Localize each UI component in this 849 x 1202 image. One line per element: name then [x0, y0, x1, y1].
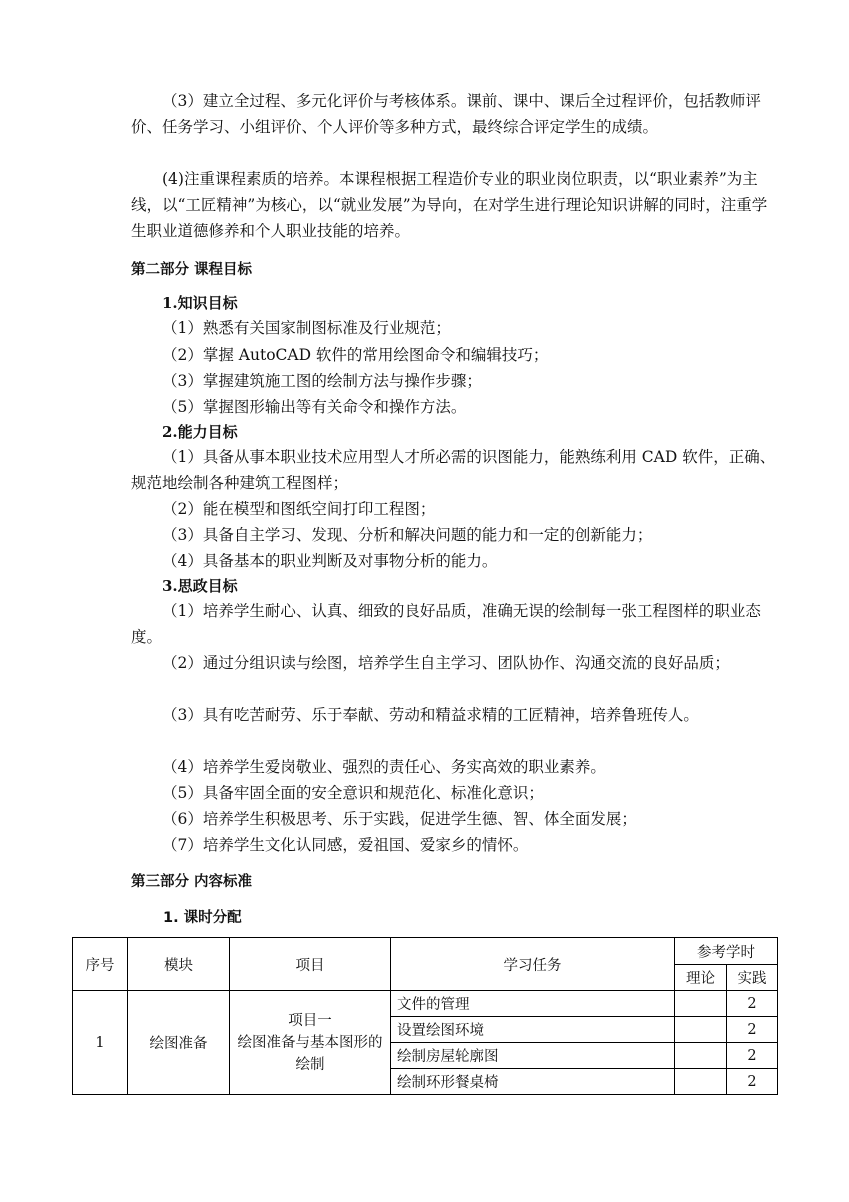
- header-module: 模块: [128, 938, 230, 991]
- header-project: 项目: [230, 938, 391, 991]
- ideology-item-7: （7）培养学生文化认同感，爱祖国、爱家乡的情怀。: [162, 836, 529, 854]
- ideology-item-2: （2）通过分组识读与绘图，培养学生自主学习、团队协作、沟通交流的良好品质；: [162, 654, 730, 672]
- task-name: 文件的管理: [391, 991, 675, 1017]
- task-theory-hours: [675, 1043, 727, 1069]
- task-theory-hours: [675, 991, 727, 1017]
- header-practice: 实践: [727, 965, 778, 991]
- row-module: 绘图准备: [128, 991, 230, 1095]
- task-practice-hours: 2: [727, 991, 778, 1017]
- ideology-item-6: （6）培养学生积极思考、乐于实践，促进学生德、智、体全面发展；: [162, 810, 637, 828]
- header-task: 学习任务: [391, 938, 675, 991]
- class-hours-subtitle: 1. 课时分配: [163, 910, 242, 926]
- row-project: [230, 991, 391, 1095]
- header-index: 序号: [73, 938, 128, 991]
- intro-paragraph-4: (4)注重课程素质的培养。本课程根据工程造价专业的职业岗位职责，以“职业素养”为主线，以“工匠精神”为核心，以“就业发展”为导向，在对学生进行理论知识讲解的同时，注重学生职业道德修养和个人职业技能的培养。: [131, 170, 768, 240]
- ideology-item-4: （4）培养学生爱岗敬业、强烈的责任心、务实高效的职业素养。: [162, 758, 606, 776]
- section-2-title: 第二部分 课程目标: [131, 262, 253, 278]
- header-reference-hours: 参考学时: [675, 938, 778, 965]
- row-index: 1: [73, 991, 128, 1095]
- knowledge-item-3: （3）掌握建筑施工图的绘制方法与操作步骤；: [162, 372, 482, 390]
- table-row: [73, 991, 778, 1017]
- project-name: 绘图准备与基本图形的绘制: [237, 1034, 383, 1073]
- ability-item-3: （3）具备自主学习、发现、分析和解决问题的能力和一定的创新能力；: [162, 526, 653, 544]
- knowledge-goal-title: 1.知识目标: [162, 294, 238, 312]
- ability-item-4: （4）具备基本的职业判断及对事物分析的能力。: [162, 552, 498, 570]
- ability-item-1: （1）具备从事本职业技术应用型人才所必需的识图能力，能熟练利用 CAD 软件，正确、规范地绘制各种建筑工程图样；: [131, 448, 776, 492]
- intro-paragraph-3: （3）建立全过程、多元化评价与考核体系。课前、课中、课后全过程评价，包括教师评价、任务学习、小组评价、个人评价等多种方式，最终综合评定学生的成绩。: [131, 92, 761, 136]
- knowledge-item-2: （2）掌握 AutoCAD 软件的常用绘图命令和编辑技巧；: [162, 346, 549, 364]
- project-number: 项目一: [288, 1012, 332, 1029]
- task-name: 绘制房屋轮廓图: [391, 1043, 675, 1069]
- task-name: 绘制环形餐桌椅: [391, 1069, 675, 1095]
- ideology-item-1: （1）培养学生耐心、认真、细致的良好品质，准确无误的绘制每一张工程图样的职业态度。: [131, 602, 761, 646]
- task-theory-hours: [675, 1017, 727, 1043]
- section-3-title: 第三部分 内容标准: [131, 874, 253, 890]
- task-practice-hours: 2: [727, 1043, 778, 1069]
- ideology-goal-title: 3.思政目标: [162, 577, 238, 595]
- task-theory-hours: [675, 1069, 727, 1095]
- table-header-row: [73, 938, 778, 965]
- task-name: 设置绘图环境: [391, 1017, 675, 1043]
- knowledge-item-1: （1）熟悉有关国家制图标准及行业规范；: [162, 319, 451, 337]
- task-practice-hours: 2: [727, 1069, 778, 1095]
- header-theory: 理论: [675, 965, 727, 991]
- ideology-item-5: （5）具备牢固全面的安全意识和规范化、标准化意识；: [162, 784, 544, 802]
- ideology-item-3: （3）具有吃苦耐劳、乐于奉献、劳动和精益求精的工匠精神，培养鲁班传人。: [162, 706, 699, 724]
- class-hours-table: [72, 937, 778, 1095]
- task-practice-hours: 2: [727, 1017, 778, 1043]
- knowledge-item-4: （5）掌握图形输出等有关命令和操作方法。: [162, 398, 467, 416]
- ability-goal-title: 2.能力目标: [162, 423, 238, 441]
- ability-item-2: （2）能在模型和图纸空间打印工程图；: [162, 500, 436, 518]
